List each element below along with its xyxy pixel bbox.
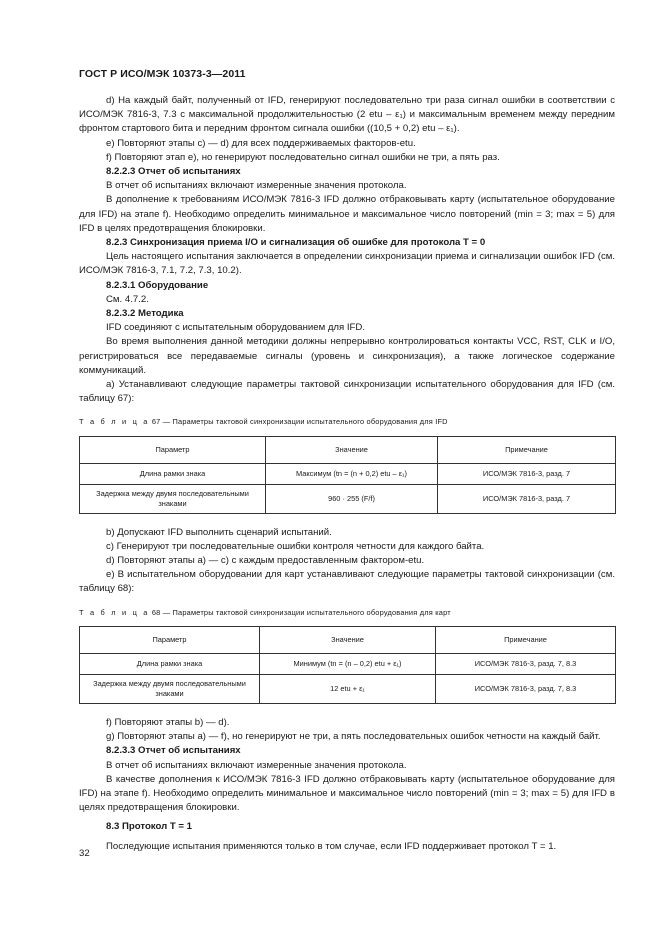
page-content [79, 94, 615, 854]
table-68-caption-prefix: Т а б л и ц а [79, 607, 150, 617]
step-f: f) Повторяют этапы b) — d). [106, 716, 230, 728]
step-d: d) Повторяют этапы a) — c) с каждым предоставленным фактором-etu. [106, 555, 425, 567]
table-header-row [80, 626, 616, 653]
method-paragraph-3: a) Устанавливают следующие параметры тактовой синхронизации испытательного оборудования для IFD (см. таблицу 67): [79, 379, 615, 405]
table-68 [79, 626, 616, 704]
heading-8-2-3-3: 8.2.3.3 Отчет об испытаниях [106, 745, 241, 757]
step-b: b) Допускают IFD выполнить сценарий испытаний. [106, 526, 332, 538]
heading-8-3: 8.3 Протокол T = 1 [106, 821, 192, 833]
table-cell: Длина рамки знака [80, 653, 260, 674]
page-number: 32 [79, 848, 90, 859]
table-header-row [80, 436, 616, 463]
page-header: ГОСТ Р ИСО/МЭК 10373-3—2011 [79, 68, 246, 80]
table-cell: Длина рамки знака [80, 463, 266, 484]
heading-8-2-3-1: 8.2.3.1 Оборудование [106, 279, 209, 291]
report-paragraph-2: В дополнение к требованиям ИСО/МЭК 7816-3 IFD должно отбраковывать карту (испытательное оборудование для IFD) на этапе f). Необходимо определить минимальное и максимальное число повторений (min = 3; max = 5) для IFD в целях предотвращения блокировки. [79, 194, 615, 234]
heading-8-2-3-2: 8.2.3.2 Методика [106, 308, 184, 320]
table-header-cell: Параметр [80, 626, 260, 653]
report-paragraph-1: В отчет об испытаниях включают измеренные значения протокола. [106, 180, 407, 192]
paragraph-step-f: f) Повторяют этап e), но генерируют последовательно сигнал ошибки не три, а пять раз. [106, 151, 500, 163]
table-67-caption [79, 415, 615, 429]
table-cell: ИСО/МЭК 7816-3, разд. 7, 8.3 [436, 653, 616, 674]
table-68-caption [79, 606, 615, 620]
table-cell: ИСО/МЭК 7816-3, разд. 7 [438, 484, 616, 513]
table-cell: 960 · 255 (F/f) [266, 484, 438, 513]
table-67-caption-prefix: Т а б л и ц а [79, 417, 150, 427]
table-cell: Минимум (tn = (n – 0,2) etu + ε₁) [260, 653, 436, 674]
method-paragraph-1: IFD соединяют с испытательным оборудованием для IFD. [106, 322, 366, 334]
paragraph-8-3: Последующие испытания применяются только в том случае, если IFD поддерживает протокол T = 1. [106, 840, 557, 852]
table-67-caption-text: 67 — Параметры тактовой синхронизации испытательного оборудования для IFD [149, 417, 448, 427]
heading-8-2-2-3: 8.2.2.3 Отчет об испытаниях [106, 166, 241, 178]
paragraph-step-e: e) Повторяют этапы c) — d) для всех поддерживаемых факторов-etu. [106, 137, 416, 149]
report2-paragraph-1: В отчет об испытаниях включают измеренные значения протокола. [106, 759, 407, 771]
table-cell: ИСО/МЭК 7816-3, разд. 7 [438, 463, 616, 484]
step-e: e) В испытательном оборудовании для карт устанавливают следующие параметры тактовой синхронизации (см. таблицу 68): [79, 569, 615, 595]
table-row [80, 674, 616, 703]
paragraph-equipment: См. 4.7.2. [106, 293, 149, 305]
table-cell: Задержка между двумя последовательными знаками [80, 674, 260, 703]
table-row [80, 653, 616, 674]
table-67 [79, 436, 616, 514]
table-row [80, 484, 616, 513]
table-row [80, 463, 616, 484]
table-cell: Максимум (tn = (n + 0,2) etu – ε₁) [266, 463, 438, 484]
paragraph-8-2-3: Цель настоящего испытания заключается в определении синхронизации приема и сигнализации ошибок IFD (см. ИСО/МЭК 7816-3, 7.1, 7.2, 7.3, 10.2). [79, 251, 615, 277]
table-header-cell: Значение [260, 626, 436, 653]
table-cell: ИСО/МЭК 7816-3, разд. 7, 8.3 [436, 674, 616, 703]
table-header-cell: Примечание [438, 436, 616, 463]
step-c: c) Генерируют три последовательные ошибки контроля четности для каждого байта. [106, 540, 485, 552]
table-68-caption-text: 68 — Параметры тактовой синхронизации испытательного оборудования для карт [149, 607, 451, 617]
report2-paragraph-2: В качестве дополнения к ИСО/МЭК 7816-3 IFD должно отбраковывать карту (испытательное оборудование для IFD) на этапе f). Необходимо определить минимальное и максимальное число повторений (min = 3; max = 5) для IFD в целях предотвращения блокировки. [79, 773, 615, 814]
table-header-cell: Примечание [436, 626, 616, 653]
table-header-cell: Параметр [80, 436, 266, 463]
table-cell: 12 etu + ε₁ [260, 674, 436, 703]
step-g: g) Повторяют этапы a) — f), но генерируют не три, а пять последовательных ошибок четности на каждый байт. [106, 731, 601, 743]
paragraph-step-d: d) На каждый байт, полученный от IFD, генерируют последовательно три раза сигнал ошибки в соответствии с ИСО/МЭК 7816-3, 7.3 с максимальной продолжительностью (2 etu – ε₁) и максимальным временем между передним фронтом стартового бита и передним фронтом сигнала ошибки ((10,5 + 0,2) etu – ε₁). [79, 95, 615, 135]
table-header-cell: Значение [266, 436, 438, 463]
table-cell: Задержка между двумя последовательными знаками [80, 484, 266, 513]
heading-8-2-3: 8.2.3 Синхронизация приема I/O и сигнализация об ошибке для протокола T = 0 [106, 237, 486, 249]
method-paragraph-2: Во время выполнения данной методики должны непрерывно контролироваться контакты VCC, RST, CLK и I/O, регистрироваться все передаваемые сигналы (уровень и синхронизация), а также логическое содержание коммуникаций. [79, 336, 615, 376]
